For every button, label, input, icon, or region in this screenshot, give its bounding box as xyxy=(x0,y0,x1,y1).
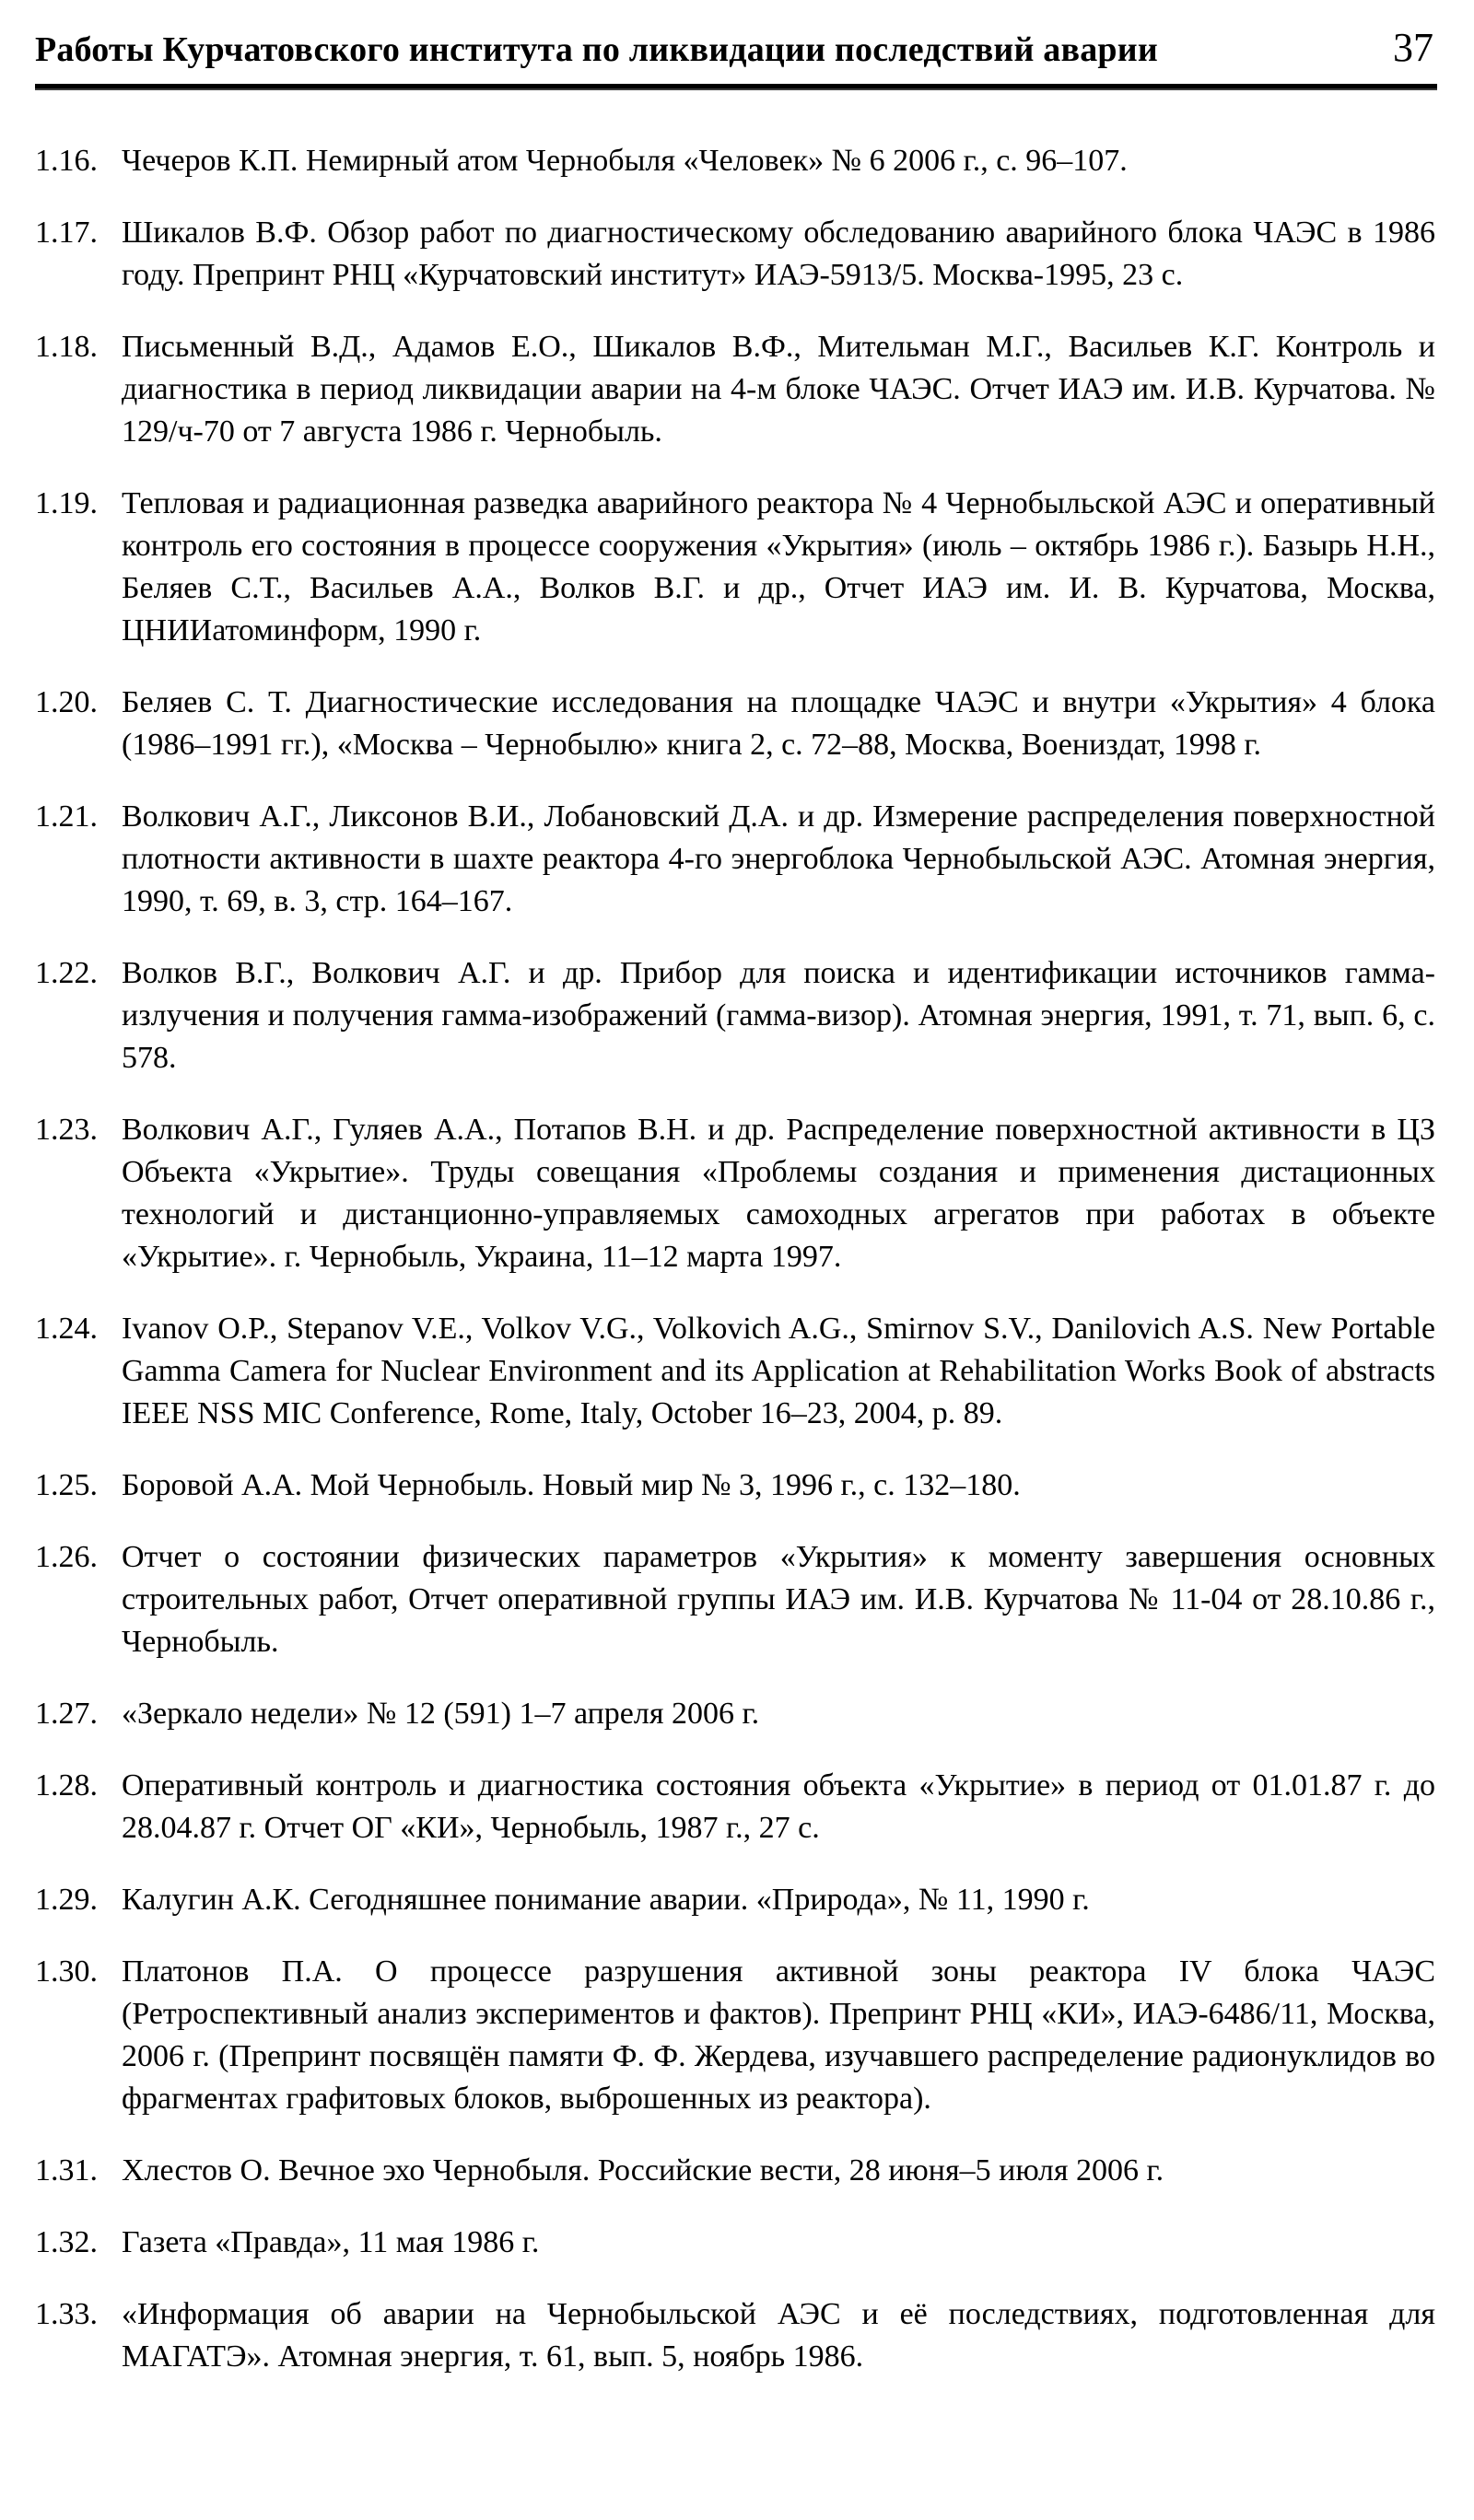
reference-item xyxy=(35,1879,1437,1921)
reference-item xyxy=(35,1308,1437,1435)
reference-item xyxy=(35,1951,1437,2120)
reference-item xyxy=(35,483,1437,652)
running-header xyxy=(35,25,1437,71)
reference-text: Тепловая и радиационная разведка аварийного реактора № 4 Чернобыльской АЭС и оперативный контроль его состояния в процессе сооружения «Укрытия» (июль – октябрь 1986 г.). Базырь Н.Н., Беляев С.Т., Васильев А.А., Волков В.Г. и др., Отчет ИАЭ им. И. В. Курчатова, Москва, ЦНИИатоминформ, 1990 г. xyxy=(122,485,1435,648)
reference-text: Волков В.Г., Волкович А.Г. и др. Прибор для поиска и идентификации источников гамма-излучения и получения гамма-изображений (гамма-визор). Атомная энергия, 1991, т. 71, вып. 6, с. 578. xyxy=(122,955,1435,1075)
reference-item xyxy=(35,326,1437,453)
reference-text: Волкович А.Г., Ликсонов В.И., Лобановский Д.А. и др. Измерение распределения поверхностной плотности активности в шахте реактора 4-го энергоблока Чернобыльской АЭС. Атомная энергия, 1990, т. 69, в. 3, стр. 164–167. xyxy=(122,799,1435,918)
reference-number: 1.17. xyxy=(35,215,98,250)
reference-text: «Информация об аварии на Чернобыльской АЭС и её последствиях, подготовленная для МАГАТЭ». Атомная энергия, т. 61, вып. 5, ноябрь 1986. xyxy=(122,2296,1435,2374)
reference-number: 1.22. xyxy=(35,955,98,990)
page-number: 37 xyxy=(1393,25,1433,70)
reference-number: 1.21. xyxy=(35,799,98,834)
reference-number: 1.30. xyxy=(35,1954,98,1989)
reference-item xyxy=(35,140,1437,182)
reference-item xyxy=(35,1464,1437,1507)
reference-item xyxy=(35,2293,1437,2378)
reference-text: Ivanov O.P., Stepanov V.E., Volkov V.G., Volkovich A.G., Smirnov S.V., Danilovich A.S. New Portable Gamma Camera for Nuclear Environment and its Application at Rehabilitation Works Book of abstracts IEEE NSS MIC Conference, Rome, Italy, October 16–23, 2004, p. 89. xyxy=(122,1311,1435,1430)
header-title: Работы Курчатовского института по ликвидации последствий аварии xyxy=(35,30,1158,69)
reference-item xyxy=(35,682,1437,766)
reference-item xyxy=(35,1109,1437,1278)
header-rule xyxy=(35,84,1437,90)
reference-item xyxy=(35,212,1437,297)
reference-list xyxy=(35,140,1437,2378)
reference-number: 1.26. xyxy=(35,1539,98,1574)
reference-text: «Зеркало недели» № 12 (591) 1–7 апреля 2006 г. xyxy=(122,1696,760,1731)
reference-number: 1.24. xyxy=(35,1311,98,1346)
reference-number: 1.31. xyxy=(35,2152,98,2188)
reference-number: 1.19. xyxy=(35,485,98,520)
reference-text: Беляев С. Т. Диагностические исследования на площадке ЧАЭС и внутри «Укрытия» 4 блока (1986–1991 гг.), «Москва – Чернобылю» книга 2, с. 72–88, Москва, Воениздат, 1998 г. xyxy=(122,684,1435,762)
reference-number: 1.18. xyxy=(35,329,98,364)
reference-item xyxy=(35,952,1437,1079)
reference-item xyxy=(35,1765,1437,1849)
reference-number: 1.23. xyxy=(35,1112,98,1147)
reference-number: 1.28. xyxy=(35,1768,98,1802)
reference-number: 1.20. xyxy=(35,684,98,719)
reference-text: Оперативный контроль и диагностика состояния объекта «Укрытие» в период от 01.01.87 г. до 28.04.87 г. Отчет ОГ «КИ», Чернобыль, 1987 г., 27 с. xyxy=(122,1768,1435,1845)
reference-number: 1.33. xyxy=(35,2296,98,2331)
reference-text: Чечеров К.П. Немирный атом Чернобыля «Человек» № 6 2006 г., с. 96–107. xyxy=(122,143,1128,178)
reference-text: Отчет о состоянии физических параметров «Укрытия» к моменту завершения основных строительных работ, Отчет оперативной группы ИАЭ им. И.В. Курчатова № 11-04 от 28.10.86 г., Чернобыль. xyxy=(122,1539,1435,1659)
reference-item xyxy=(35,1693,1437,1735)
reference-number: 1.25. xyxy=(35,1467,98,1502)
reference-text: Калугин А.К. Сегодняшнее понимание аварии. «Природа», № 11, 1990 г. xyxy=(122,1882,1090,1917)
reference-number: 1.27. xyxy=(35,1696,98,1731)
reference-item xyxy=(35,2150,1437,2192)
reference-number: 1.29. xyxy=(35,1882,98,1917)
reference-text: Шикалов В.Ф. Обзор работ по диагностическому обследованию аварийного блока ЧАЭС в 1986 году. Препринт РНЦ «Курчатовский институт» ИАЭ-5913/5. Москва-1995, 23 с. xyxy=(122,215,1435,292)
reference-text: Письменный В.Д., Адамов Е.О., Шикалов В.Ф., Мительман М.Г., Васильев К.Г. Контроль и диагностика в период ликвидации аварии на 4-м блоке ЧАЭС. Отчет ИАЭ им. И.В. Курчатова. № 129/ч-70 от 7 августа 1986 г. Чернобыль. xyxy=(122,329,1435,449)
reference-text: Хлестов О. Вечное эхо Чернобыля. Российские вести, 28 июня–5 июля 2006 г. xyxy=(122,2152,1164,2188)
reference-item xyxy=(35,796,1437,923)
reference-text: Волкович А.Г., Гуляев А.А., Потапов В.Н. и др. Распределение поверхностной активности в ЦЗ Объекта «Укрытие». Труды совещания «Проблемы создания и применения дистационных технологий и дистанционно-управляемых самоходных агрегатов при работах в объекте «Укрытие». г. Чернобыль, Украина, 11–12 марта 1997. xyxy=(122,1112,1435,1274)
reference-number: 1.16. xyxy=(35,143,98,178)
reference-item xyxy=(35,2222,1437,2264)
reference-text: Газета «Правда», 11 мая 1986 г. xyxy=(122,2224,540,2259)
reference-text: Боровой А.А. Мой Чернобыль. Новый мир № 3, 1996 г., с. 132–180. xyxy=(122,1467,1021,1502)
reference-number: 1.32. xyxy=(35,2224,98,2259)
reference-text: Платонов П.А. О процессе разрушения активной зоны реактора IV блока ЧАЭС (Ретроспективный анализ экспериментов и фактов). Препринт РНЦ «КИ», ИАЭ-6486/11, Москва, 2006 г. (Препринт посвящён памяти Ф. Ф. Жердева, изучавшего распределение радионуклидов во фрагментах графитовых блоков, выброшенных из реактора). xyxy=(122,1954,1435,2116)
reference-item xyxy=(35,1536,1437,1663)
